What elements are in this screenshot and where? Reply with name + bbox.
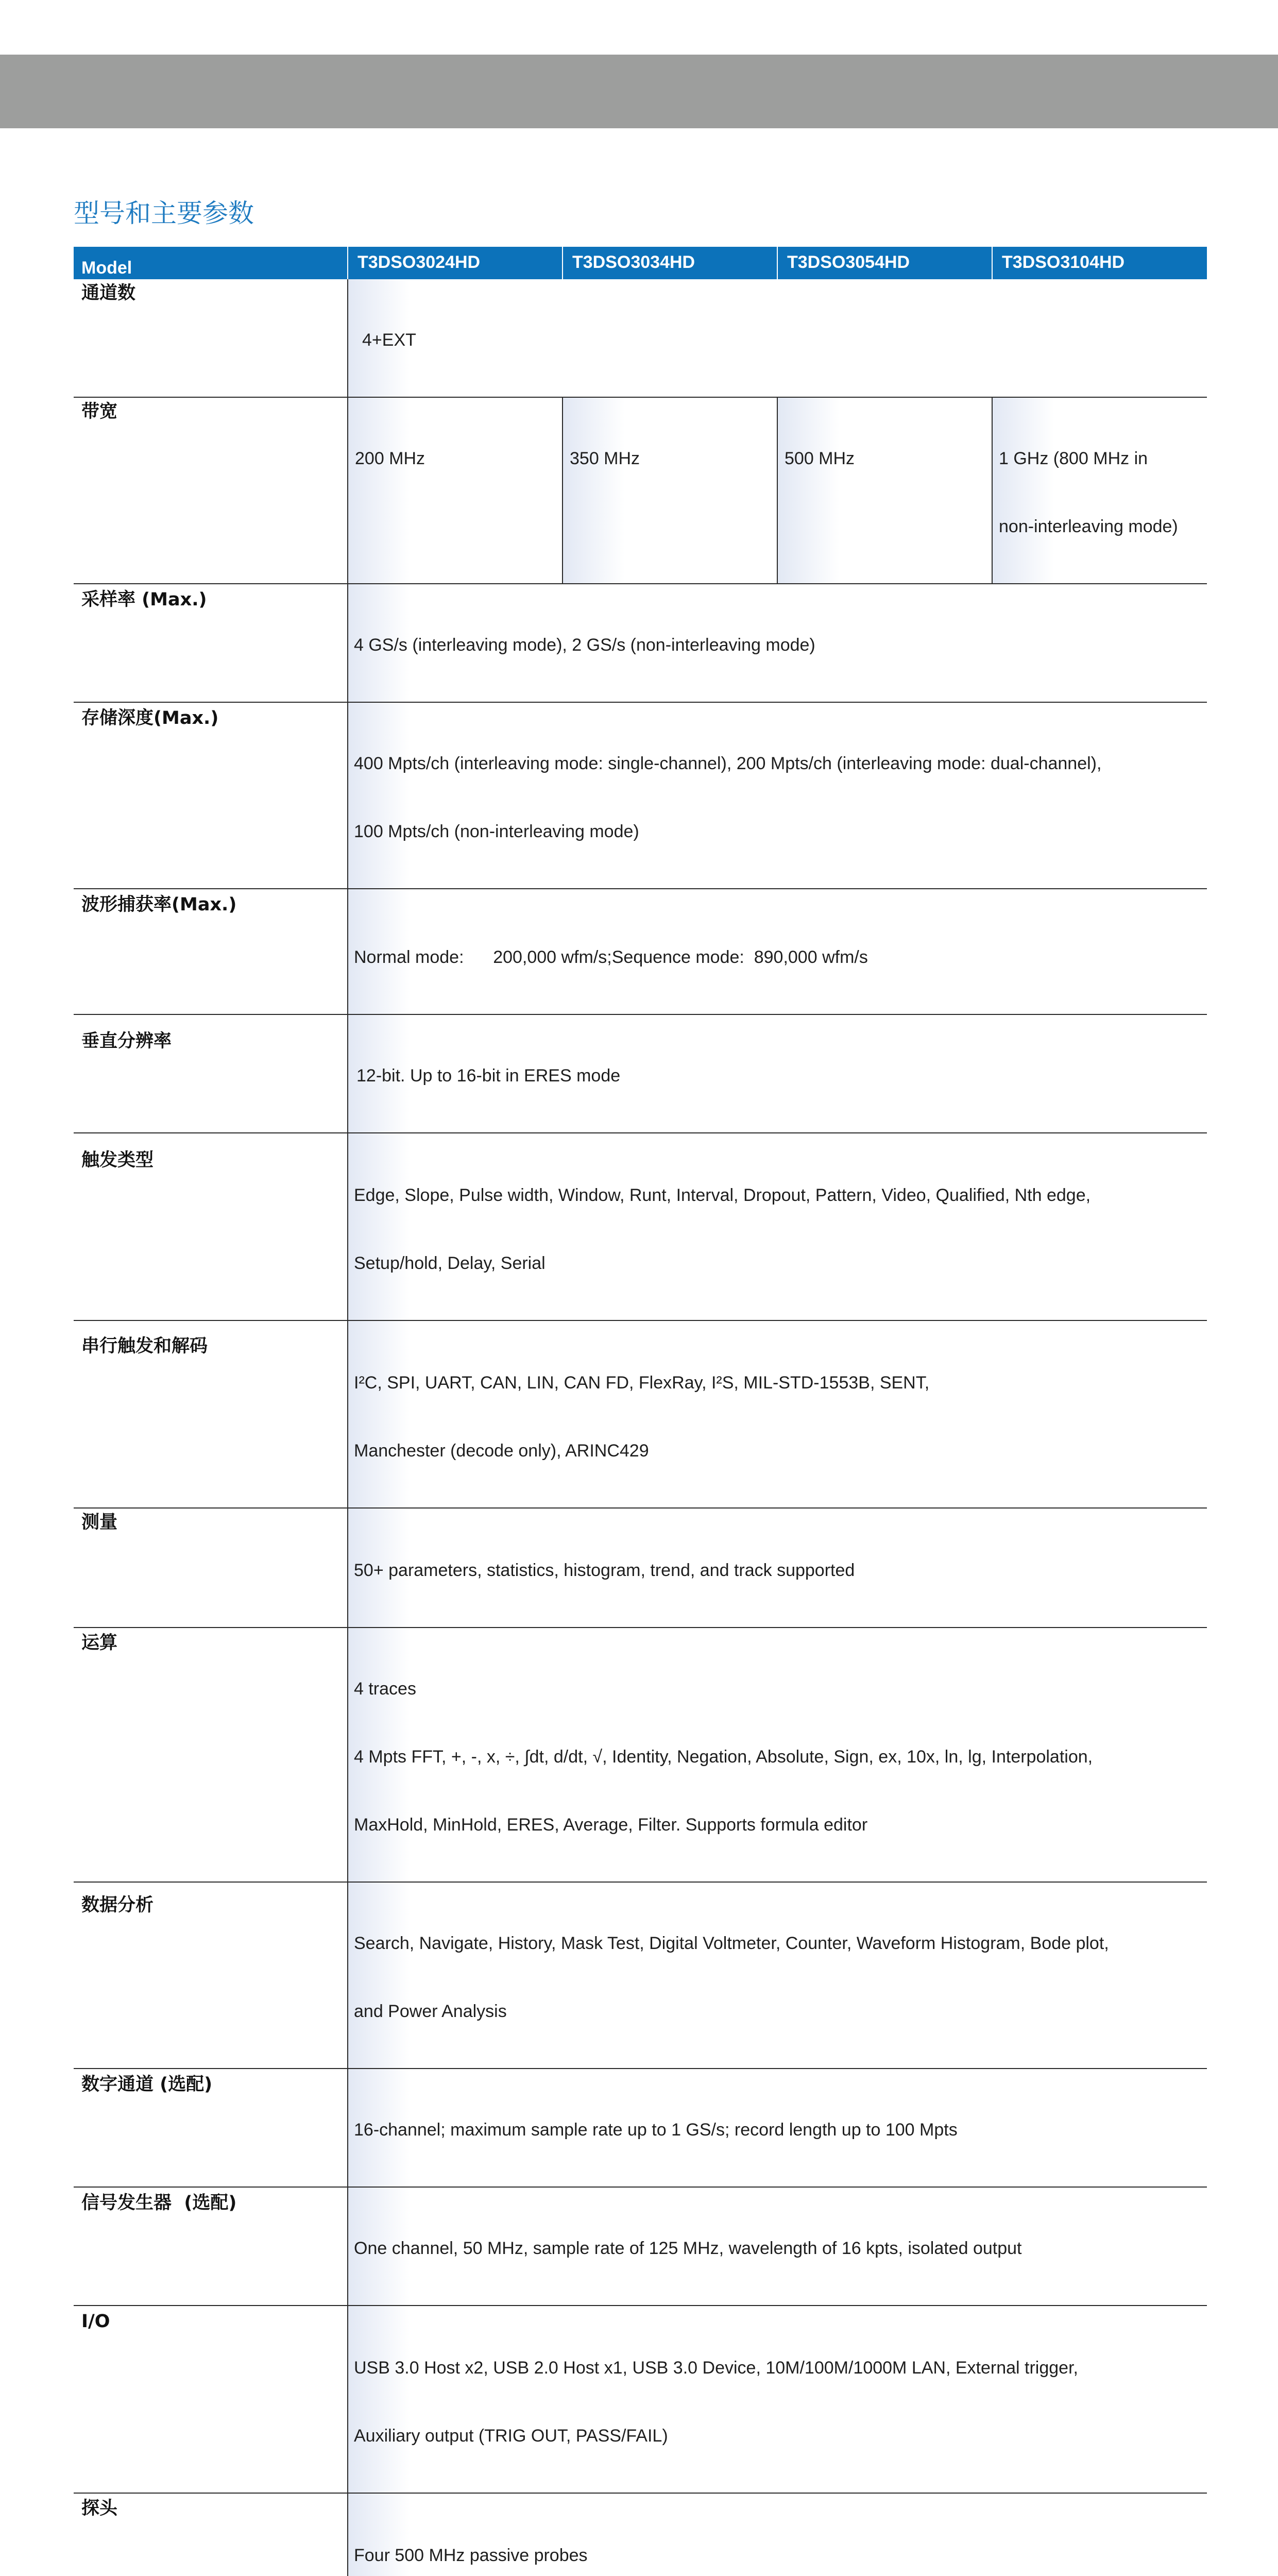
spec-row-measurements: [74, 1508, 1207, 1628]
value-line: and Power Analysis: [354, 2002, 507, 2021]
value-line: non-interleaving mode): [999, 517, 1178, 536]
spec-table-header: [74, 247, 1207, 279]
row-label-bandwidth: 带宽: [81, 401, 118, 422]
header-model-t3dso3024hd: T3DSO3024HD: [348, 247, 563, 279]
value-line: 4+EXT: [362, 330, 416, 350]
spec-table: [74, 247, 1207, 2576]
spec-row-probes: [74, 2493, 1207, 2576]
row-label-data-analysis: 数据分析: [81, 1895, 154, 1916]
value-line: Auxiliary output (TRIG OUT, PASS/FAIL): [354, 2426, 668, 2446]
value-line: Normal mode: 200,000 wfm/s;Sequence mode: 890,000 wfm/s: [354, 947, 868, 967]
spec-table-body: [74, 279, 1207, 2576]
row-label-vertical-resolution: 垂直分辨率: [81, 1031, 172, 1052]
spec-row-digital-channels: [74, 2069, 1207, 2187]
spec-row-signal-generator: [74, 2187, 1207, 2306]
header-model-t3dso3104hd: T3DSO3104HD: [992, 247, 1207, 279]
row-value-sample-rate: [348, 584, 1207, 702]
bandwidth-t3dso3104hd: [992, 397, 1207, 584]
row-label-digital-channels: 数字通道 (选配): [81, 2074, 213, 2095]
section-title: 型号和主要参数: [74, 198, 254, 228]
value-line: 100 Mpts/ch (non-interleaving mode): [354, 822, 639, 841]
row-value-data-analysis: [348, 1882, 1207, 2069]
row-value-math: [348, 1628, 1207, 1882]
spec-row-serial-decode: [74, 1320, 1207, 1508]
row-label-memory-depth: 存储深度(Max.): [81, 708, 219, 728]
header-model-label: Model: [74, 247, 348, 279]
value-line: I²C, SPI, UART, CAN, LIN, CAN FD, FlexRay, I²S, MIL-STD-1553B, SENT,: [354, 1373, 930, 1393]
header-row: [74, 247, 1207, 279]
row-value-vertical-resolution: [348, 1014, 1207, 1133]
value-line: 50+ parameters, statistics, histogram, trend, and track supported: [354, 1561, 855, 1580]
value-line: 4 traces: [354, 1679, 416, 1699]
value-line: One channel, 50 MHz, sample rate of 125 MHz, wavelength of 16 kpts, isolated output: [354, 2239, 1022, 2258]
value-line: Four 500 MHz passive probes: [354, 2546, 588, 2565]
value-line: 500 MHz: [785, 449, 855, 468]
spec-row-memory-depth: [74, 702, 1207, 889]
value-line: USB 3.0 Host x2, USB 2.0 Host x1, USB 3.0 Device, 10M/100M/1000M LAN, External trigger,: [354, 2358, 1078, 2378]
row-value-signal-generator: [348, 2187, 1207, 2306]
value-line: Search, Navigate, History, Mask Test, Digital Voltmeter, Counter, Waveform Histogram, Bode plot,: [354, 1934, 1109, 1953]
row-label-math: 运算: [81, 1633, 118, 1653]
spec-row-sample-rate: [74, 584, 1207, 702]
row-label-channels: 通道数: [81, 283, 136, 303]
bandwidth-t3dso3024hd: [348, 397, 563, 584]
value-line: Manchester (decode only), ARINC429: [354, 1441, 649, 1461]
header-model-t3dso3054hd: T3DSO3054HD: [777, 247, 992, 279]
spec-row-waveform-capture-rate: [74, 889, 1207, 1014]
value-line: 1 GHz (800 MHz in: [999, 449, 1148, 468]
value-line: Edge, Slope, Pulse width, Window, Runt, Interval, Dropout, Pattern, Video, Qualified, Nth edge,: [354, 1185, 1091, 1205]
row-label-trigger-types: 触发类型: [81, 1150, 154, 1171]
row-label-signal-generator: 信号发生器 (选配): [81, 2193, 237, 2213]
row-label-io: I/O: [81, 2311, 110, 2332]
value-line: 12-bit. Up to 16-bit in ERES mode: [356, 1066, 621, 1086]
spec-row-channels: [74, 279, 1207, 397]
row-label-sample-rate: 采样率 (Max.): [81, 589, 207, 610]
value-line: 200 MHz: [355, 449, 425, 468]
spec-row-data-analysis: [74, 1882, 1207, 2069]
bandwidth-t3dso3034hd: [563, 397, 777, 584]
value-line: MaxHold, MinHold, ERES, Average, Filter. Supports formula editor: [354, 1815, 868, 1835]
spec-row-bandwidth: [74, 397, 1207, 584]
value-line: Setup/hold, Delay, Serial: [354, 1253, 546, 1273]
value-line: 16-channel; maximum sample rate up to 1 GS/s; record length up to 100 Mpts: [354, 2120, 958, 2140]
row-value-trigger-types: [348, 1133, 1207, 1320]
row-value-channels: [348, 279, 1207, 397]
value-line: 400 Mpts/ch (interleaving mode: single-channel), 200 Mpts/ch (interleaving mode: dual-channel),: [354, 754, 1102, 773]
row-value-probes: [348, 2493, 1207, 2576]
row-value-io: [348, 2306, 1207, 2493]
row-label-probes: 探头: [81, 2498, 118, 2519]
value-line: 350 MHz: [570, 449, 640, 468]
spec-row-io: [74, 2306, 1207, 2493]
bandwidth-t3dso3054hd: [777, 397, 992, 584]
row-value-serial-decode: [348, 1320, 1207, 1508]
spec-row-math: [74, 1628, 1207, 1882]
top-gray-band: [0, 55, 1278, 128]
row-value-digital-channels: [348, 2069, 1207, 2187]
row-value-memory-depth: [348, 702, 1207, 889]
row-label-measurements: 测量: [81, 1512, 118, 1533]
value-line: 4 Mpts FFT, +, -, x, ÷, ∫dt, d/dt, √, Identity, Negation, Absolute, Sign, ex, 10x, ln, lg, Interpolation,: [354, 1747, 1093, 1767]
row-value-waveform-capture-rate: [348, 889, 1207, 1014]
spec-row-trigger-types: [74, 1133, 1207, 1320]
header-model-t3dso3034hd: T3DSO3034HD: [563, 247, 777, 279]
row-label-serial-decode: 串行触发和解码: [81, 1336, 208, 1357]
row-label-waveform-capture-rate: 波形捕获率(Max.): [81, 894, 237, 915]
spec-row-vertical-resolution: [74, 1014, 1207, 1133]
value-line: 4 GS/s (interleaving mode), 2 GS/s (non-interleaving mode): [354, 635, 815, 655]
row-value-measurements: [348, 1508, 1207, 1628]
